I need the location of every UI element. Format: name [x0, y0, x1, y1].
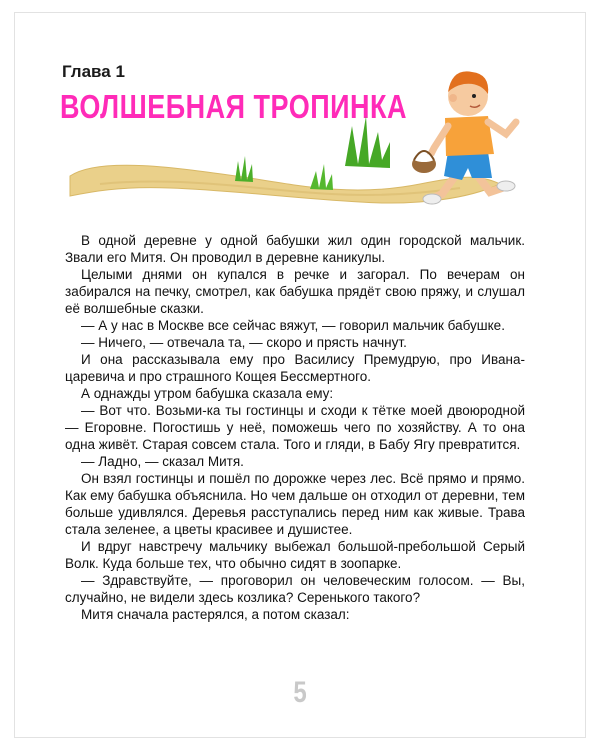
chapter-title: ВОЛШЕБНАЯ ТРОПИНКА: [60, 88, 407, 126]
paragraph: — Ничего, — отвечала та, — скоро и прясть начнут.: [81, 335, 407, 350]
paragraph: — Вот что. Возьми-ка ты гостинцы и сходи к тётке моей двоюродной — Егоровне. Погостишь у неё, поможешь чего по хозяйству. А то она одна живёт. Старая совсем стала. Того и гляди, в Бабу Ягу превратится.: [65, 403, 525, 452]
grass-tuft-3: [345, 116, 390, 168]
paragraph: И вдруг навстречу мальчику выбежал большой-пребольшой Серый Волк. Куда больше тех, что обычно сидят в зоопарке.: [65, 539, 525, 571]
story-text: [65, 232, 525, 623]
paragraph: — А у нас в Москве все сейчас вяжут, — говорил мальчик бабушке.: [81, 318, 505, 333]
paragraph: И она рассказывала ему про Василису Премудрую, про Ивана-царевича и про страшного Кощея Бессмертного.: [65, 352, 525, 384]
paragraph: Митя сначала растерялся, а потом сказал:: [81, 607, 350, 622]
paragraph: А однажды утром бабушка сказала ему:: [81, 386, 334, 401]
paragraph: — Здравствуйте, — проговорил он человеческим голосом. — Вы, случайно, не видели здесь козлика? Серенького такого?: [65, 573, 525, 605]
grass-tuft-2: [310, 164, 333, 190]
chapter-label: Глава 1: [62, 62, 125, 81]
paragraph: В одной деревне у одной бабушки жил один городской мальчик. Звали его Митя. Он проводил в деревне каникулы.: [65, 233, 525, 265]
grass-tuft-1: [235, 156, 253, 182]
page-number: 5: [293, 676, 307, 709]
paragraph: Он взял гостинцы и пошёл по дорожке через лес. Всё прямо и прямо. Как ему бабушка объяснила. Но чем дальше он отходил от деревни, тем больше удивлялся. Деревья расступались перед ним как живые. Трава стала зеленее, а цветы красивее и душистее.: [65, 471, 525, 537]
boy-running-on-path-illustration: [60, 56, 530, 216]
paragraph: — Ладно, — сказал Митя.: [81, 454, 244, 469]
paragraph: Целыми днями он купался в речке и загорал. По вечерам он забирался на печку, смотрел, как бабушка прядёт свою пряжу, и слушал её волшебные сказки.: [65, 267, 525, 316]
